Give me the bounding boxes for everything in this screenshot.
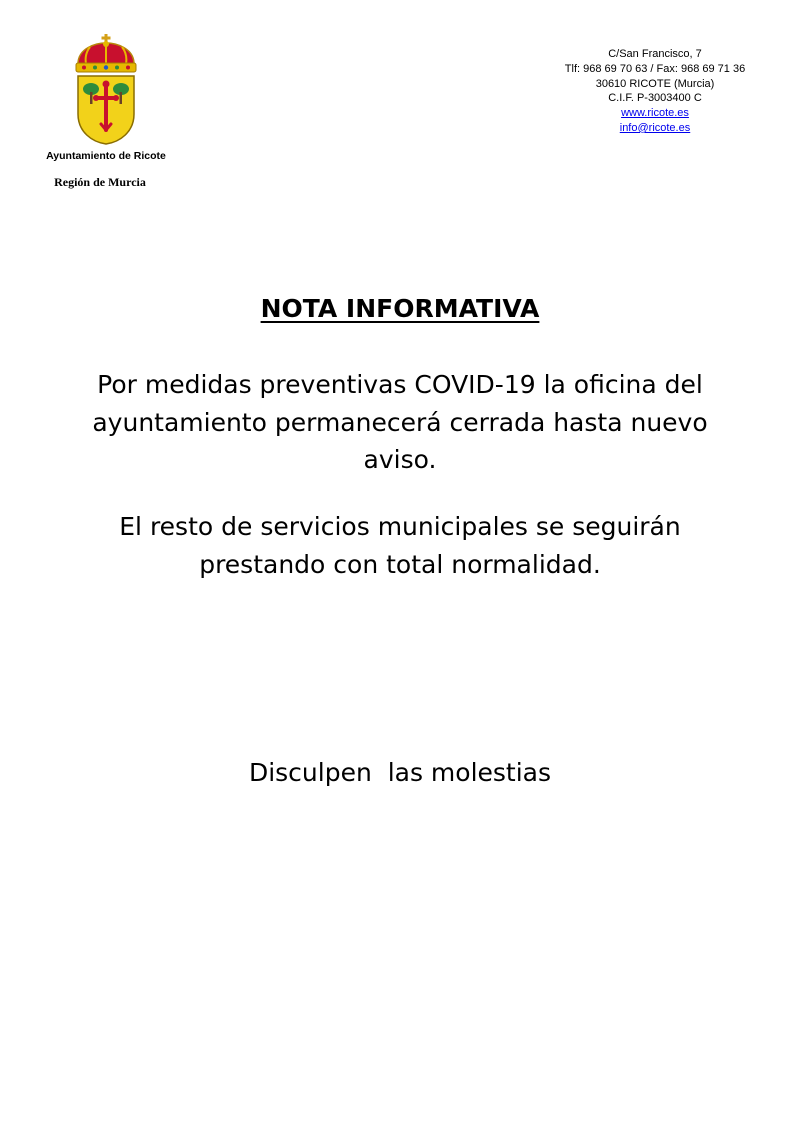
notice-title: NOTA INFORMATIVA	[260, 294, 540, 323]
contact-cif: C.I.F. P-3003400 C	[608, 92, 702, 105]
contact-phones: Tlf: 968 69 70 63 / Fax: 968 69 71 36	[564, 62, 746, 75]
paragraph-1-line: aviso.	[363, 445, 437, 474]
contact-postal: 30610 RICOTE (Murcia)	[595, 77, 715, 90]
organization-name: Ayuntamiento de Ricote	[46, 150, 166, 162]
notice-paragraph-1	[60, 366, 740, 479]
region-name: Región de Murcia	[54, 175, 146, 189]
closing-message: Disculpen las molestias	[248, 758, 552, 787]
notice-paragraph-2	[60, 508, 740, 583]
coat-of-arms-icon	[70, 34, 142, 146]
email-link[interactable]: info@ricote.es	[619, 121, 691, 134]
contact-address: C/San Francisco, 7	[608, 48, 702, 60]
contact-block	[548, 47, 762, 136]
website-link[interactable]: www.ricote.es	[621, 107, 689, 120]
paragraph-1-line: ayuntamiento permanecerá cerrada hasta nuevo	[92, 407, 708, 437]
paragraph-1-line: Por medidas preventivas COVID-19 la oficina del	[97, 370, 703, 399]
paragraph-2-line: prestando con total normalidad.	[199, 549, 601, 579]
paragraph-2-line: El resto de servicios municipales se seguirán	[119, 512, 681, 541]
